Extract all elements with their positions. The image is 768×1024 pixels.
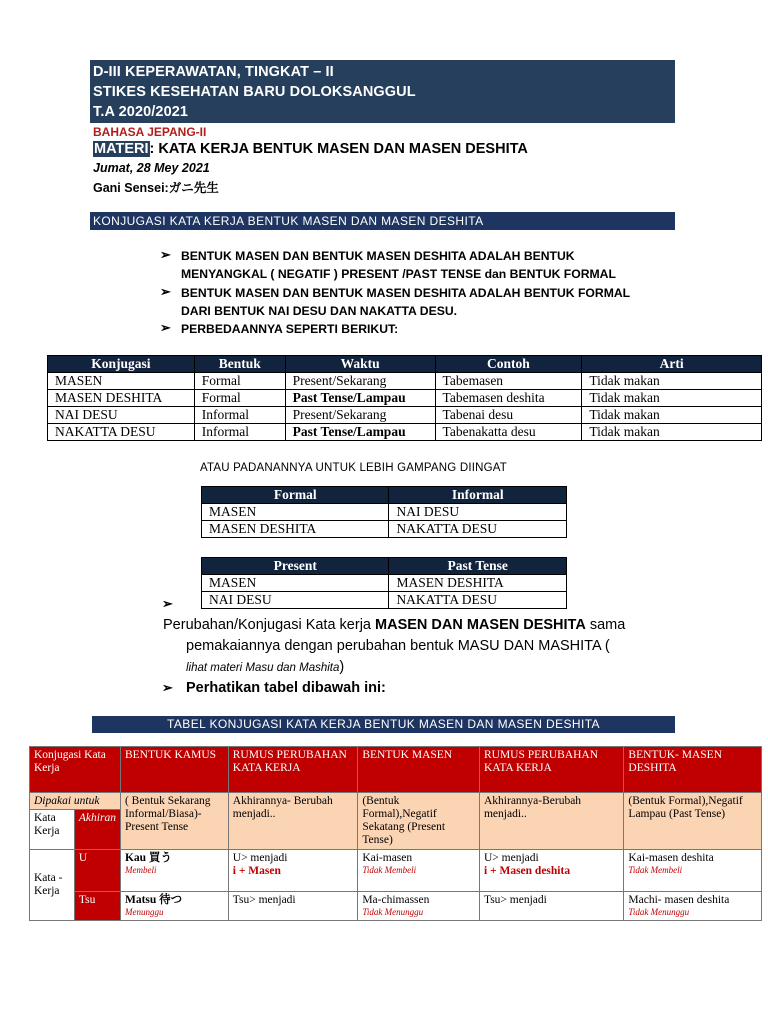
cell-text: Kai-masen xyxy=(362,852,413,864)
bullet-2b: DARI BENTUK NAI DESU DAN NAKATTA DESU. xyxy=(181,304,458,318)
col-header: Bentuk xyxy=(194,356,285,373)
cell-note: Tidak Membeli xyxy=(362,865,417,875)
para-italic: lihat materi Masu dan Mashita xyxy=(186,662,340,674)
cell-text: Kau 買う xyxy=(124,852,172,864)
section-banner-konjugasi: KONJUGASI KATA KERJA BENTUK MASEN DAN MASEN DESHITA xyxy=(90,212,675,230)
cell: U xyxy=(74,850,120,892)
cell: Tidak makan xyxy=(582,373,762,390)
col-header: BENTUK- MASEN DESHITA xyxy=(624,747,762,793)
cell: MASEN DESHITA xyxy=(202,521,389,538)
cell-note: Tidak Membeli xyxy=(628,865,683,875)
para-text: ) xyxy=(339,659,345,675)
materi-title: : KATA KERJA BENTUK MASEN DAN MASEN DESHITA xyxy=(149,141,528,157)
col-header: BENTUK MASEN xyxy=(358,747,480,793)
bullet-3: PERBEDAANNYA SEPERTI BERIKUT: xyxy=(181,322,399,336)
table-header-row xyxy=(202,487,567,504)
paragraph-line-1 xyxy=(163,617,625,633)
table-row xyxy=(30,892,762,921)
cell: NAI DESU xyxy=(48,407,195,424)
table-row xyxy=(48,407,762,424)
col-header: Konjugasi Kata Kerja xyxy=(30,747,121,793)
header-school: STIKES KESEHATAN BARU DOLOKSANGGUL xyxy=(93,84,416,100)
cell: Present/Sekarang xyxy=(285,373,435,390)
col-header: Konjugasi xyxy=(48,356,195,373)
cell: Tabenakatta desu xyxy=(435,424,582,441)
cell: Akhiran xyxy=(74,810,120,850)
cell-text: U> menjadi xyxy=(232,852,288,864)
col-header: RUMUS PERUBAHAN KATA KERJA xyxy=(479,747,623,793)
table-row xyxy=(48,373,762,390)
section-banner-tabel: TABEL KONJUGASI KATA KERJA BENTUK MASEN DAN MASEN DESHITA xyxy=(92,716,675,733)
cell: Tabemasen deshita xyxy=(435,390,582,407)
cell-note: Menunggu xyxy=(124,907,164,917)
cell: Tabemasen xyxy=(435,373,582,390)
bullet-2a: BENTUK MASEN DAN BENTUK MASEN DESHITA ADALAH BENTUK FORMAL xyxy=(181,286,631,300)
cell: Kata Kerja xyxy=(30,810,75,850)
table-row xyxy=(202,592,567,609)
present-past-table xyxy=(201,557,567,609)
cell: Akhirannya-Berubah menjadi.. xyxy=(479,793,623,850)
col-header: BENTUK KAMUS xyxy=(120,747,228,793)
table-row xyxy=(48,390,762,407)
cell: Tsu xyxy=(74,892,120,921)
cell xyxy=(479,850,623,892)
arrow-icon: ➢ xyxy=(160,284,171,299)
col-header: Present xyxy=(202,558,389,575)
teacher: Gani Sensei:ガニ先生 xyxy=(93,181,219,195)
cell-text: Matsu 待つ xyxy=(124,894,183,906)
subject: BAHASA JEPANG-II xyxy=(93,125,207,139)
bullet-1b: MENYANGKAL ( NEGATIF ) PRESENT /PAST TENSE dan BENTUK FORMAL xyxy=(181,267,616,281)
cell: ( Bentuk Sekarang Informal/Biasa)- Present Tense xyxy=(120,793,228,850)
cell: MASEN DESHITA xyxy=(389,575,567,592)
cell: MASEN xyxy=(202,575,389,592)
table-row xyxy=(202,521,567,538)
cell-text: Machi- masen deshita xyxy=(628,894,730,906)
cell-dipakai xyxy=(30,793,121,810)
cell: Tidak makan xyxy=(582,407,762,424)
table-row xyxy=(202,504,567,521)
cell-highlight: i + Masen deshita xyxy=(483,865,571,877)
cell: NAI DESU xyxy=(202,592,389,609)
arrow-icon: ➢ xyxy=(162,596,173,611)
conjugation-rules-table xyxy=(29,746,762,921)
cell-text: Ma-chimassen xyxy=(362,894,430,906)
arrow-icon: ➢ xyxy=(160,247,171,262)
cell: Past Tense/Lampau xyxy=(285,390,435,407)
cell: Tidak makan xyxy=(582,424,762,441)
table-row xyxy=(30,850,762,892)
cell-text: U> menjadi xyxy=(483,852,539,864)
cell: MASEN DESHITA xyxy=(48,390,195,407)
easy-note: ATAU PADANANNYA UNTUK LEBIH GAMPANG DIINGAT xyxy=(200,462,508,474)
cell-text: Kai-masen deshita xyxy=(628,852,714,864)
cell-note: Tidak Menunggu xyxy=(362,907,424,917)
cell-text: Tsu> menjadi xyxy=(483,894,547,906)
table-row xyxy=(48,424,762,441)
cell: Past Tense/Lampau xyxy=(285,424,435,441)
arrow-icon: ➢ xyxy=(162,680,173,695)
table-header-row xyxy=(202,558,567,575)
col-header: RUMUS PERUBAHAN KATA KERJA xyxy=(228,747,358,793)
cell: NAKATTA DESU xyxy=(389,592,567,609)
bullet-1a: BENTUK MASEN DAN BENTUK MASEN DESHITA ADALAH BENTUK xyxy=(181,249,575,263)
paragraph-line-4: Perhatikan tabel dibawah ini: xyxy=(186,680,386,696)
cell xyxy=(479,892,623,921)
cell-highlight: i + Masen xyxy=(232,865,281,877)
paragraph-line-2: pemakaiannya dengan perubahan bentuk MASU DAN MASHITA ( xyxy=(186,638,610,654)
cell-note: Tidak Menunggu xyxy=(628,907,690,917)
cell: Present/Sekarang xyxy=(285,407,435,424)
cell: (Bentuk Formal),Negatif Sekatang (Present Tense) xyxy=(358,793,480,850)
col-header: Past Tense xyxy=(389,558,567,575)
cell: (Bentuk Formal),Negatif Lampau (Past Tense) xyxy=(624,793,762,850)
col-header: Contoh xyxy=(435,356,582,373)
col-header: Waktu xyxy=(285,356,435,373)
cell: Kata - Kerja xyxy=(30,850,75,921)
cell-text: Dipakai untuk xyxy=(34,795,100,807)
cell xyxy=(228,892,358,921)
cell: MASEN xyxy=(202,504,389,521)
materi-line xyxy=(93,141,528,157)
cell xyxy=(228,850,358,892)
cell xyxy=(120,892,228,921)
cell: Informal xyxy=(194,407,285,424)
cell: Formal xyxy=(194,373,285,390)
paragraph-line-3 xyxy=(186,658,344,676)
cell xyxy=(624,892,762,921)
para-text: Perubahan/Konjugasi Kata kerja xyxy=(163,617,376,633)
para-bold: MASEN DAN MASEN DESHITA xyxy=(375,617,586,633)
cell xyxy=(624,850,762,892)
cell: Tidak makan xyxy=(582,390,762,407)
table-header-row xyxy=(30,747,762,793)
cell: MASEN xyxy=(48,373,195,390)
cell xyxy=(358,892,480,921)
cell-note: Membeli xyxy=(124,865,157,875)
cell: Tabenai desu xyxy=(435,407,582,424)
cell xyxy=(120,850,228,892)
col-header: Formal xyxy=(202,487,389,504)
table-row xyxy=(202,575,567,592)
header-year: T.A 2020/2021 xyxy=(93,104,189,120)
date: Jumat, 28 Mey 2021 xyxy=(93,161,210,175)
table-header-row xyxy=(48,356,762,373)
materi-label: MATERI xyxy=(94,141,149,157)
cell: Informal xyxy=(194,424,285,441)
cell: Formal xyxy=(194,390,285,407)
cell-text: Tsu> menjadi xyxy=(232,894,296,906)
col-header: Arti xyxy=(582,356,762,373)
table-row xyxy=(30,793,762,810)
para-text: sama xyxy=(585,617,626,633)
arrow-icon: ➢ xyxy=(160,320,171,335)
cell: NAKATTA DESU xyxy=(48,424,195,441)
col-header: Informal xyxy=(389,487,567,504)
header-program: D-III KEPERAWATAN, TINGKAT – II xyxy=(93,64,334,80)
cell: Akhirannya- Berubah menjadi.. xyxy=(228,793,358,850)
cell xyxy=(358,850,480,892)
formal-informal-table xyxy=(201,486,567,538)
cell: NAKATTA DESU xyxy=(389,521,567,538)
cell: NAI DESU xyxy=(389,504,567,521)
konjugasi-table xyxy=(47,355,762,441)
